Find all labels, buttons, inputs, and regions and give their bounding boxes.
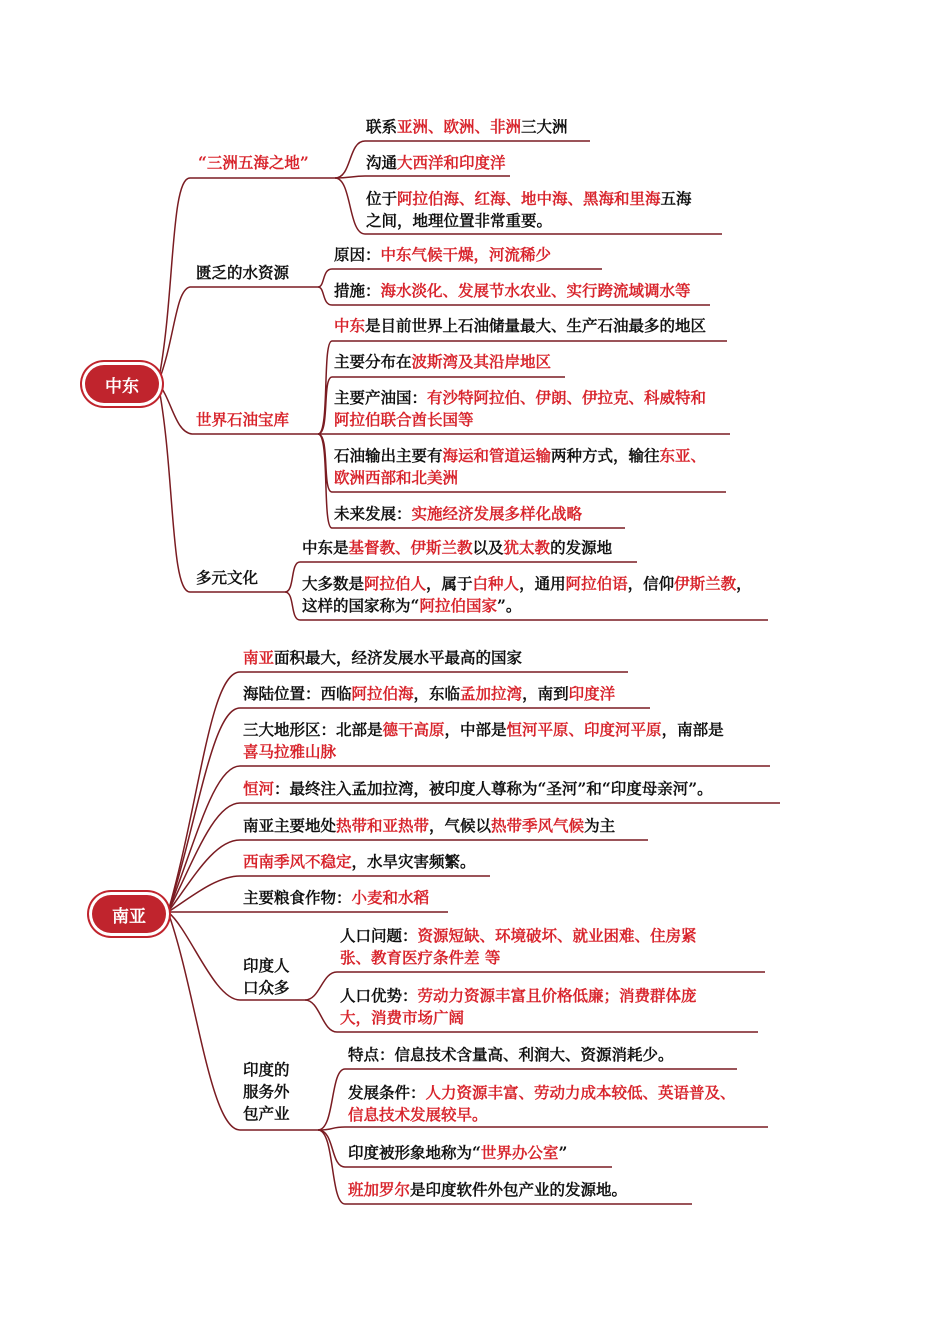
highlight: 大，消费市场广阔 xyxy=(340,1008,465,1027)
highlight: 小麦和水稻 xyxy=(351,888,430,907)
text: 服务外 xyxy=(243,1082,290,1101)
text: 之间，地理位置非常重要。 xyxy=(366,211,553,230)
highlight: 信息技术发展较早。 xyxy=(348,1105,488,1124)
highlight: 喜马拉雅山脉 xyxy=(243,742,337,761)
highlight: 劳动力资源丰富且价格低廉；消费群体庞 xyxy=(417,986,697,1005)
node-five-seas xyxy=(366,188,692,232)
highlight: 有沙特阿拉伯、伊朗、伊拉克、科威特和 xyxy=(427,388,707,407)
text: 未来发展： xyxy=(334,504,412,523)
branch-oil[interactable]: 世界石油宝库 xyxy=(196,410,290,429)
text: 口众多 xyxy=(243,978,290,997)
text: 人口问题： xyxy=(340,926,418,945)
highlight: 阿拉伯人 xyxy=(364,574,427,593)
highlight: 孟加拉湾 xyxy=(460,684,523,703)
text: 南亚主要地处 xyxy=(243,816,337,835)
text: 原因： xyxy=(334,245,381,264)
node-bangalore xyxy=(348,1179,627,1201)
node-oil-export xyxy=(334,445,706,489)
text: 联系 xyxy=(366,117,398,136)
highlight: 资源短缺、环境破坏、就业困难、住房紧 xyxy=(417,926,697,945)
node-religions xyxy=(302,537,612,559)
text: 包产业 xyxy=(243,1104,290,1123)
highlight: 世界办公室 xyxy=(480,1143,559,1162)
node-water-measure xyxy=(334,280,691,302)
text: 以及 xyxy=(472,538,504,557)
highlight: 张、教育医疗条件差 等 xyxy=(340,948,501,967)
highlight: 亚洲、欧洲、非洲 xyxy=(397,117,522,136)
text: ”。 xyxy=(496,596,522,615)
text: 位于 xyxy=(366,189,398,208)
highlight: 班加罗尔 xyxy=(348,1180,411,1199)
branch-water[interactable]: 匮乏的水资源 xyxy=(196,263,290,282)
highlight: 基督教、伊斯兰教 xyxy=(348,538,473,557)
text: 三大地形区：北部是 xyxy=(243,720,383,739)
text: 大多数是 xyxy=(302,574,365,593)
text: 为主 xyxy=(584,816,616,835)
text: 沟通 xyxy=(366,153,398,172)
text: ，属于 xyxy=(426,574,473,593)
highlight: 阿拉伯语 xyxy=(565,574,628,593)
text: 三大洲 xyxy=(521,117,568,136)
text: 措施： xyxy=(334,281,381,300)
text: 海陆位置：西临 xyxy=(243,684,352,703)
branch-population[interactable] xyxy=(243,955,290,999)
text: ， xyxy=(736,574,752,593)
highlight: 白种人 xyxy=(472,574,520,593)
text: ：最终注入孟加拉湾，被印度人尊称为“圣河”和“印度母亲河”。 xyxy=(274,779,713,798)
text: 人口优势： xyxy=(340,986,418,1005)
highlight: 阿拉伯联合酋长国等 xyxy=(334,410,474,429)
highlight: 实施经济发展多样化战略 xyxy=(411,504,583,523)
node-oil-reserve xyxy=(334,315,706,337)
text: 中东是 xyxy=(302,538,349,557)
text: 主要产油国： xyxy=(334,388,428,407)
highlight: 阿拉伯海 xyxy=(351,684,414,703)
node-pop-advantages xyxy=(340,985,697,1029)
text: 两种方式，输往 xyxy=(551,446,660,465)
text: “ xyxy=(410,596,420,615)
node-continents xyxy=(366,116,568,138)
highlight: 热带和亚热带 xyxy=(336,816,430,835)
root-node-middle-east[interactable]: 中东 xyxy=(85,365,159,403)
branch-location[interactable]: “三洲五海之地” xyxy=(198,153,309,172)
text: 发展条件： xyxy=(348,1083,426,1102)
text: 这样的国家称为 xyxy=(302,596,411,615)
node-monsoon xyxy=(243,851,476,873)
node-location xyxy=(243,683,615,705)
node-india-largest xyxy=(243,647,522,669)
text: ，中部是 xyxy=(444,720,507,739)
highlight: 波斯湾及其沿岸地区 xyxy=(411,352,552,371)
text: 主要粮食作物： xyxy=(243,888,352,907)
highlight: 德干高原 xyxy=(382,720,445,739)
highlight: 中东气候干燥，河流稀少 xyxy=(380,245,552,264)
text: 特点：信息技术含量高、利润大、资源消耗少。 xyxy=(348,1045,674,1064)
node-oil-distribution xyxy=(334,351,551,373)
branch-culture[interactable]: 多元文化 xyxy=(196,568,259,587)
text: 的发源地 xyxy=(550,538,613,557)
text: 是印度软件外包产业的发源地。 xyxy=(410,1180,628,1199)
branch-service-outsourcing[interactable] xyxy=(243,1059,290,1125)
highlight: 热带季风气候 xyxy=(491,816,585,835)
highlight: 阿拉伯海、红海、地中海、黑海和里海 xyxy=(397,189,661,208)
text: ，气候以 xyxy=(429,816,492,835)
highlight: 犹太教 xyxy=(503,538,551,557)
highlight: 西南季风不稳定 xyxy=(243,852,352,871)
text: 印度被形象地称为“ xyxy=(348,1143,481,1162)
node-crops xyxy=(243,887,429,909)
text: 是目前世界上石油储量最大、生产石油最多的地区 xyxy=(365,316,707,335)
node-ganges xyxy=(243,778,713,800)
node-pop-problems xyxy=(340,925,697,969)
highlight: 东亚、 xyxy=(659,446,707,465)
node-oil-future xyxy=(334,503,582,525)
highlight: 恒河 xyxy=(243,779,275,798)
highlight: 大西洋和印度洋 xyxy=(397,153,506,172)
text: ，水旱灾害频繁。 xyxy=(351,852,476,871)
node-oil-producers xyxy=(334,387,706,431)
node-service-features xyxy=(348,1044,674,1066)
highlight: 海运和管道运输 xyxy=(442,446,552,465)
node-water-cause xyxy=(334,244,551,266)
text: 五海 xyxy=(660,189,692,208)
highlight: 阿拉伯国家 xyxy=(419,596,497,615)
node-oceans xyxy=(366,152,506,174)
text: 石油输出主要有 xyxy=(334,446,443,465)
highlight: 人力资源丰富、劳动力成本较低、英语普及、 xyxy=(425,1083,736,1102)
highlight: 恒河平原、印度河平原 xyxy=(506,720,662,739)
root-node-south-asia[interactable]: 南亚 xyxy=(92,895,166,933)
text: ” xyxy=(558,1143,568,1162)
text: ，东临 xyxy=(413,684,461,703)
text: ，南到 xyxy=(522,684,569,703)
text: ，南部是 xyxy=(661,720,724,739)
text: ，信仰 xyxy=(627,574,675,593)
highlight: 欧洲西部和北美洲 xyxy=(334,468,459,487)
text: 主要分布在 xyxy=(334,352,412,371)
highlight: 海水淡化、发展节水农业、实行跨流域调水等 xyxy=(380,281,691,300)
highlight: 南亚 xyxy=(243,648,275,667)
node-climate xyxy=(243,815,615,837)
node-arab-countries xyxy=(302,573,752,617)
node-world-office xyxy=(348,1142,567,1164)
text: 面积最大，经济发展水平最高的国家 xyxy=(274,648,523,667)
highlight: 中东 xyxy=(334,316,366,335)
node-service-conditions xyxy=(348,1082,736,1126)
highlight: 伊斯兰教 xyxy=(674,574,737,593)
node-terrain xyxy=(243,719,724,763)
text: 印度人 xyxy=(243,956,290,975)
highlight: 印度洋 xyxy=(568,684,616,703)
text: ，通用 xyxy=(519,574,566,593)
text: 印度的 xyxy=(243,1060,290,1079)
